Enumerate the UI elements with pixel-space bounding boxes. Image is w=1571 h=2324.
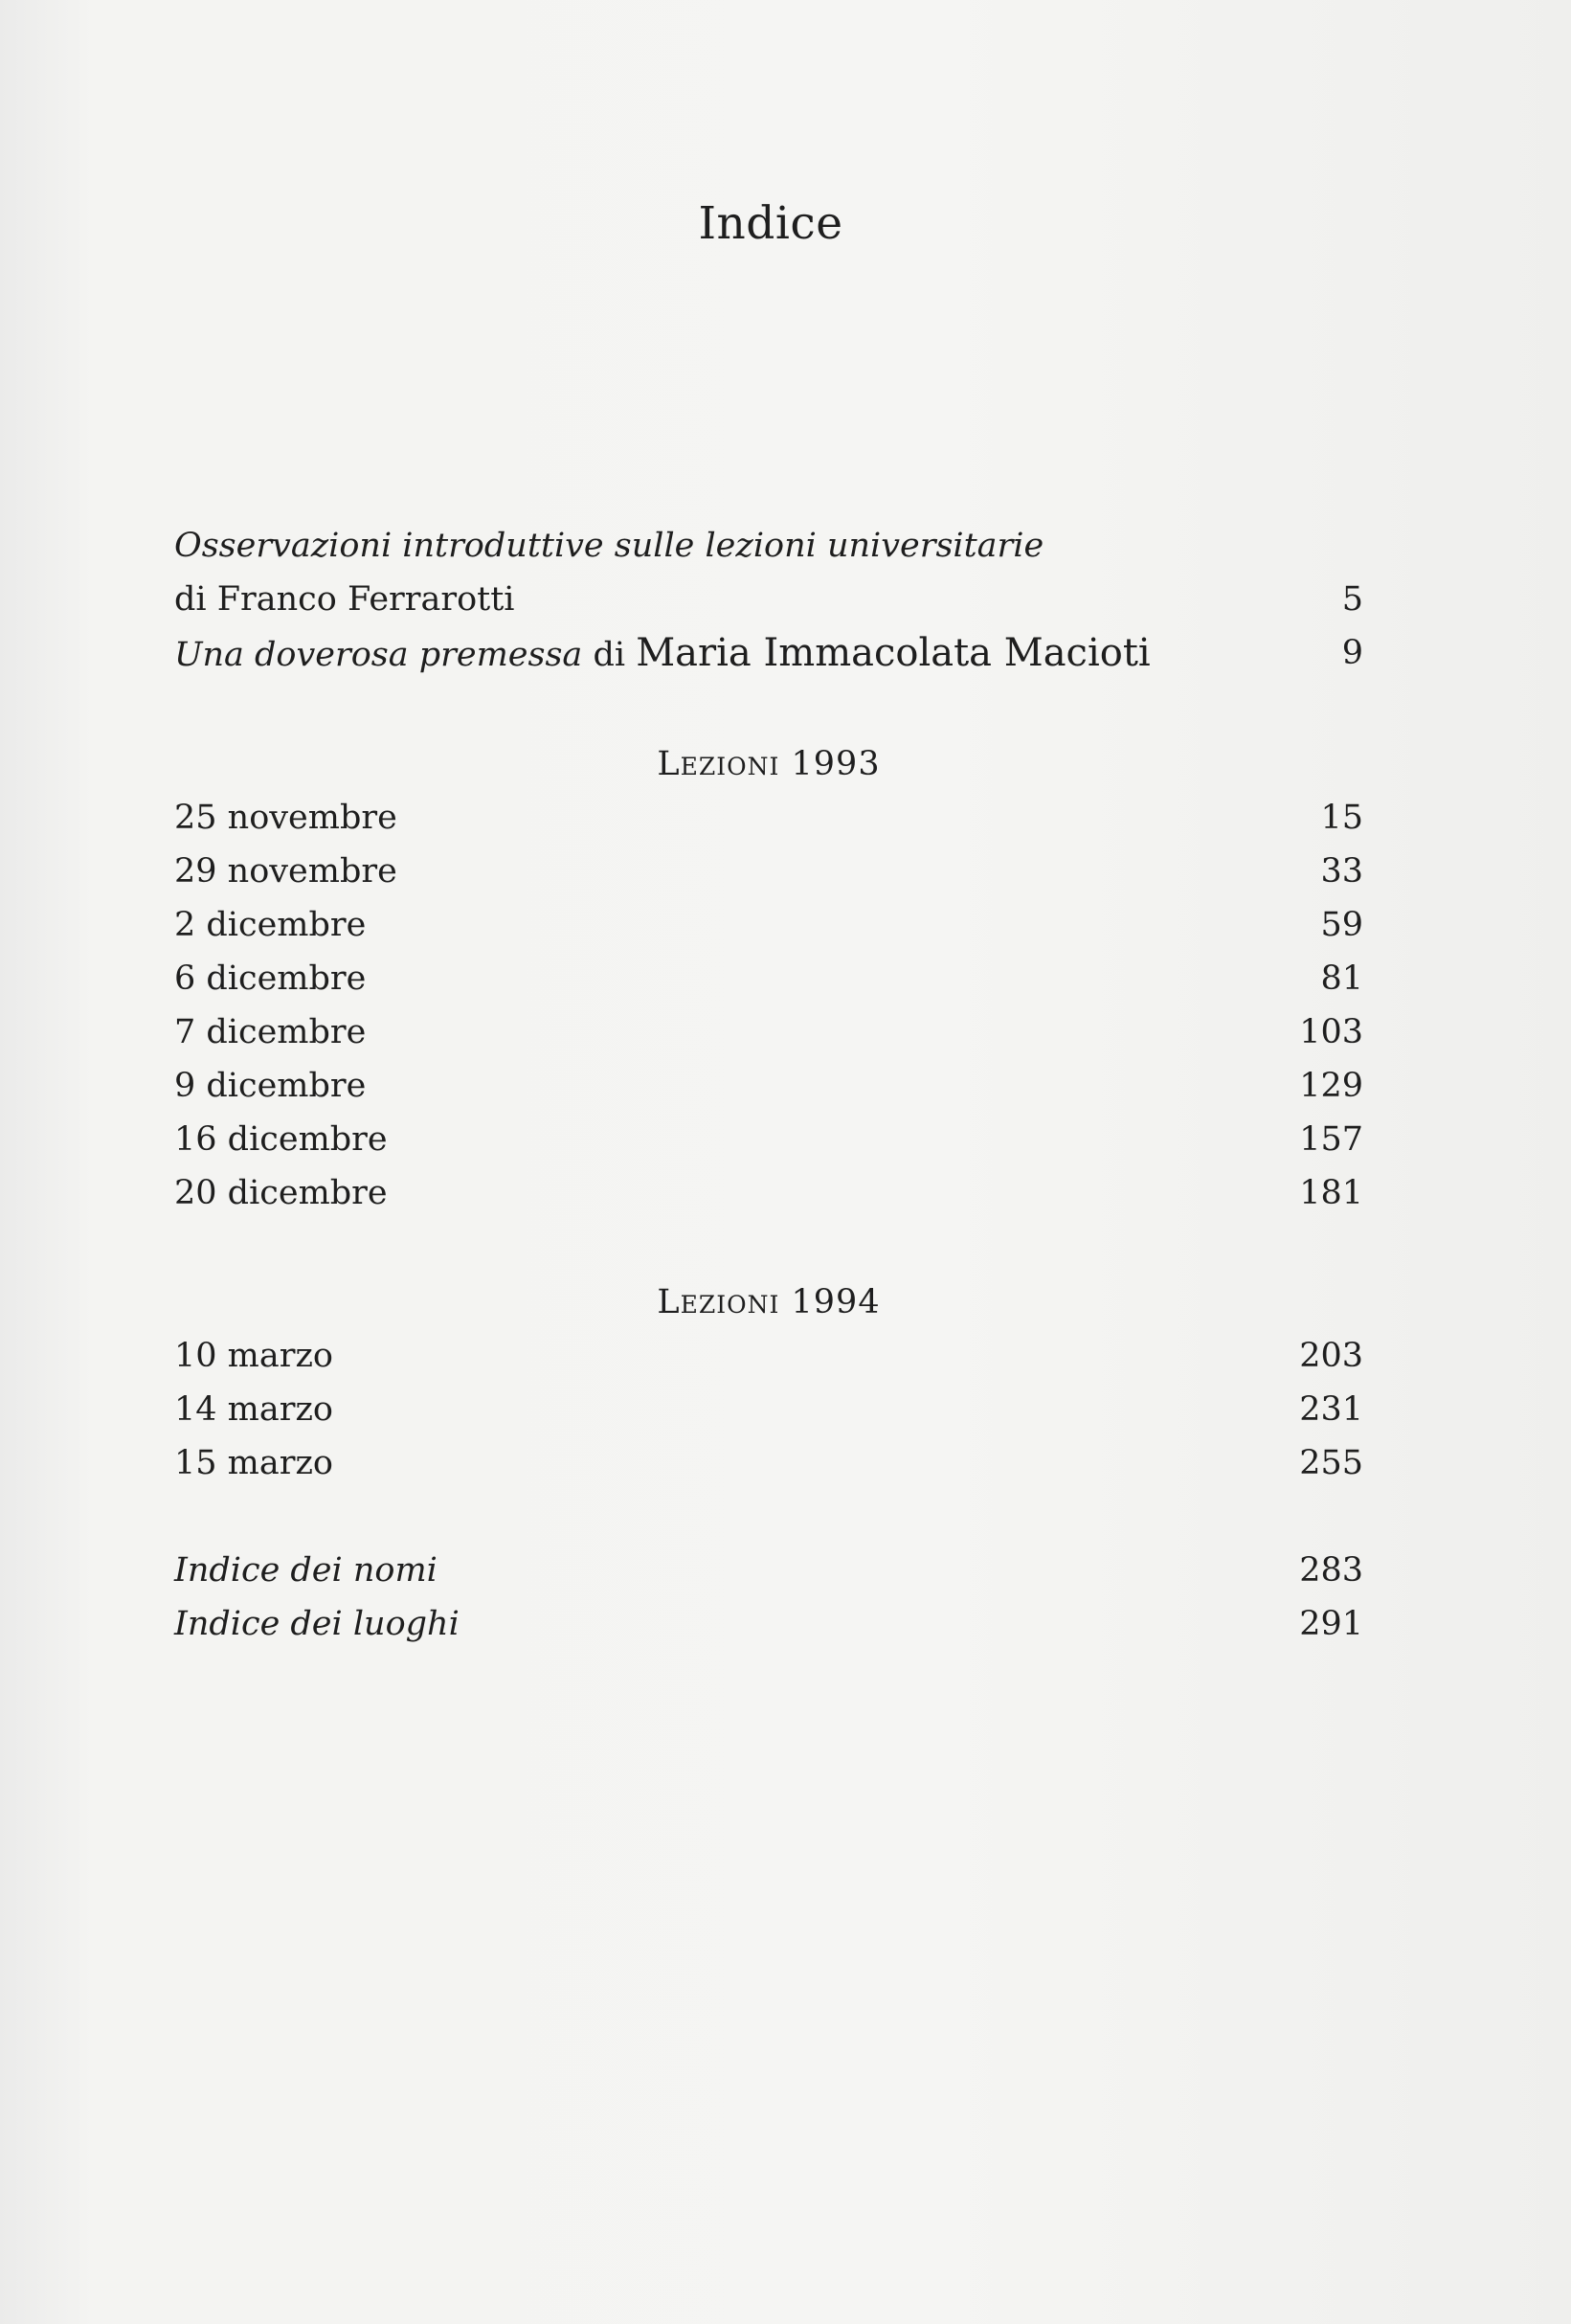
toc-entry-label: di Franco Ferrarotti (174, 580, 515, 619)
premessa-author: Maria Immacolata Macioti (636, 631, 1151, 675)
toc-page-number: 129 (1299, 1067, 1363, 1105)
toc-entry-label: Indice dei nomi (174, 1551, 438, 1590)
toc-page-number: 181 (1299, 1174, 1363, 1212)
toc-page-number: 157 (1299, 1120, 1363, 1159)
table-of-contents (174, 0, 1363, 2324)
toc-entry-label: 29 novembre (174, 852, 397, 891)
section-heading-1993: Lezioni 1993 (657, 745, 881, 783)
toc-entry (174, 1059, 1363, 1113)
toc-page-number: 291 (1299, 1605, 1363, 1643)
toc-entry (174, 1166, 1363, 1220)
toc-entry (174, 898, 1363, 952)
toc-page-number: 203 (1299, 1337, 1363, 1375)
toc-entry-label: 14 marzo (174, 1390, 333, 1429)
toc-entry-label: 6 dicembre (174, 959, 367, 998)
toc-page-number: 33 (1320, 852, 1363, 891)
toc-entry (174, 1383, 1363, 1436)
toc-page-number: 103 (1299, 1013, 1363, 1051)
toc-entry-intro-title (174, 519, 1363, 573)
toc-page-number: 59 (1320, 906, 1363, 944)
toc-entry (174, 845, 1363, 898)
toc-entry-label: Osservazioni introduttive sulle lezioni universitarie (174, 527, 1044, 565)
toc-entry-label (174, 626, 1151, 682)
toc-entry-label: 2 dicembre (174, 906, 367, 944)
toc-entry-premessa (174, 626, 1363, 680)
toc-entry-label: 7 dicembre (174, 1013, 367, 1051)
toc-entry (174, 1113, 1363, 1166)
toc-entry-label: 25 novembre (174, 799, 397, 837)
toc-entry (174, 952, 1363, 1005)
page-title: Indice (698, 197, 843, 250)
toc-entry-label: 16 dicembre (174, 1120, 388, 1159)
toc-entry-label: 20 dicembre (174, 1174, 388, 1212)
toc-page-number: 231 (1299, 1390, 1363, 1429)
premessa-title: Una doverosa premessa (174, 636, 583, 674)
toc-entry-label: 9 dicembre (174, 1067, 367, 1105)
toc-entry-label: 15 marzo (174, 1444, 333, 1482)
toc-entry-intro-author (174, 573, 1363, 626)
toc-page-number: 15 (1320, 799, 1363, 837)
toc-page-number: 283 (1299, 1551, 1363, 1590)
toc-entry (174, 1436, 1363, 1490)
toc-entry (174, 791, 1363, 845)
toc-entry-index-names (174, 1544, 1363, 1597)
toc-entry (174, 1329, 1363, 1383)
toc-entry-label: Indice dei luoghi (174, 1605, 460, 1643)
toc-entry-index-places (174, 1597, 1363, 1651)
premessa-by: di (593, 636, 626, 674)
section-heading-1994: Lezioni 1994 (657, 1283, 881, 1321)
toc-page-number: 81 (1320, 959, 1363, 998)
toc-page-number: 255 (1299, 1444, 1363, 1482)
toc-entry (174, 1005, 1363, 1059)
toc-page-number: 9 (1341, 634, 1363, 672)
toc-page-number: 5 (1341, 580, 1363, 619)
toc-entry-label: 10 marzo (174, 1337, 333, 1375)
